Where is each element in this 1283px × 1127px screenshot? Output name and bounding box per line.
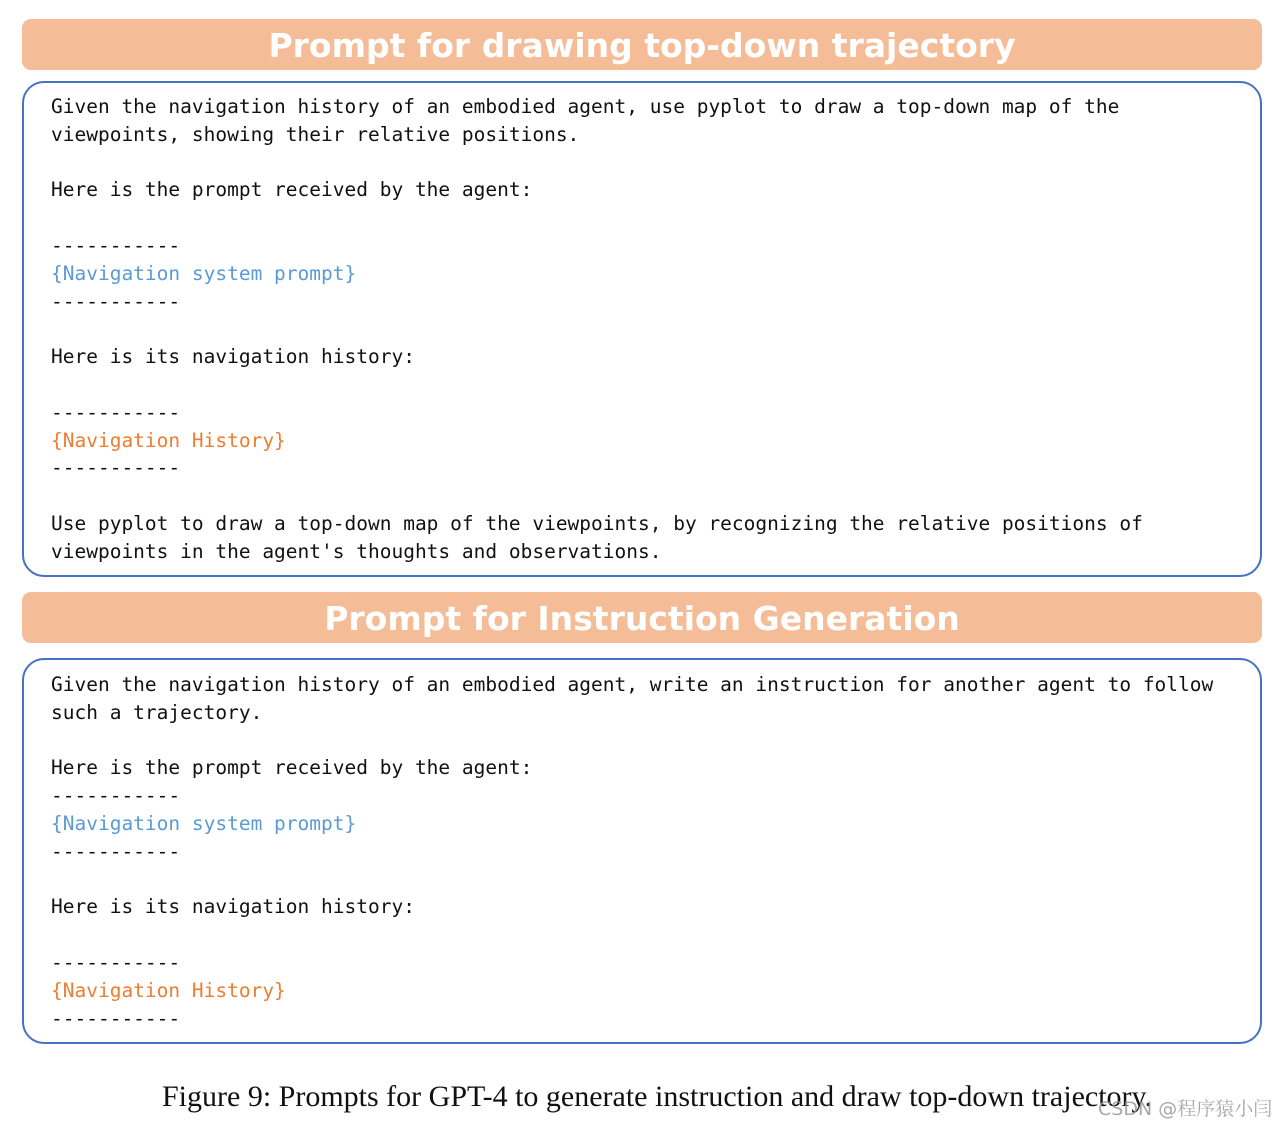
prompt-line [51, 866, 1213, 894]
prompt-line: ----------- [51, 950, 181, 974]
prompt-line [51, 149, 1143, 177]
panel-1-title: Prompt for drawing top-down trajectory [22, 19, 1262, 70]
prompt-line: Given the navigation history of an embodied agent, write an instruction for another agent to follow [51, 673, 1214, 696]
panel-2-text [51, 671, 1213, 1032]
prompt-line: viewpoints in the agent's thoughts and observations. [51, 539, 662, 563]
prompt-line: viewpoints, showing their relative positions. [51, 122, 580, 146]
watermark: CSDN @程序猿小闫 [1098, 1098, 1273, 1120]
placeholder-system-prompt: {Navigation system prompt} [51, 261, 357, 285]
prompt-line: Use pyplot to draw a top-down map of the viewpoints, by recognizing the relative positions of [51, 511, 1143, 535]
panel-1-box [22, 81, 1262, 577]
prompt-line: ----------- [51, 839, 181, 863]
prompt-line [51, 727, 1213, 755]
prompt-line: ----------- [51, 289, 181, 313]
prompt-line: Here is its navigation history: [51, 895, 415, 919]
prompt-line [51, 315, 1143, 343]
prompt-line: ----------- [51, 1006, 181, 1030]
placeholder-navigation-history: {Navigation History} [51, 978, 286, 1002]
prompt-line [51, 204, 1143, 232]
prompt-line: Here is its navigation history: [51, 345, 415, 369]
panel-1-text [51, 93, 1143, 566]
prompt-line: Here is the prompt received by the agent: [51, 756, 533, 780]
panel-2-title: Prompt for Instruction Generation [22, 592, 1262, 643]
prompt-line: Given the navigation history of an embodied agent, use pyplot to draw a top-down map of the [51, 95, 1120, 118]
prompt-line: ----------- [51, 456, 181, 480]
prompt-line: Here is the prompt received by the agent: [51, 178, 533, 202]
prompt-line [51, 921, 1213, 949]
prompt-line [51, 371, 1143, 399]
prompt-line [51, 482, 1143, 510]
prompt-line: ----------- [51, 784, 181, 808]
panel-2-box [22, 658, 1262, 1044]
placeholder-navigation-history: {Navigation History} [51, 428, 286, 452]
prompt-line: ----------- [51, 233, 181, 257]
prompt-line: ----------- [51, 400, 181, 424]
prompt-line: such a trajectory. [51, 700, 263, 724]
figure-caption: Figure 9: Prompts for GPT-4 to generate instruction and draw top-down trajectory. [162, 1080, 1153, 1113]
placeholder-system-prompt: {Navigation system prompt} [51, 811, 357, 835]
